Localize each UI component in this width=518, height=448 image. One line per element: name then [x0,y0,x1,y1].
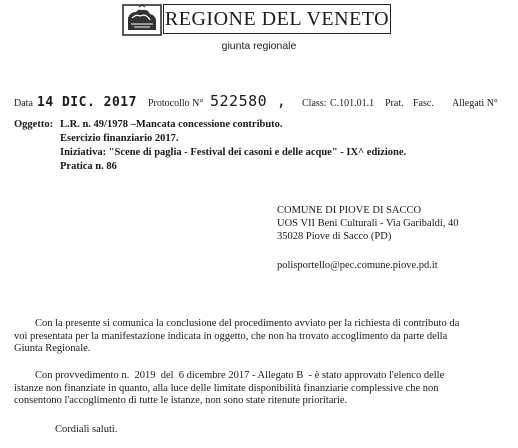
prat-label: Prat. [385,98,404,109]
body-paragraph-2 [14,370,510,408]
subject-line-4: Pratica n. 86 [60,161,117,172]
regione-veneto-lion-logo-icon [122,4,162,36]
body-p2-line-3: consentono l'accoglimento di tutte le istanze, non sono state ritenute prioritarie. [14,395,348,407]
protocol-label: Protocollo N° [148,98,204,109]
subject-line-1: L.R. n. 49/1978 –Mancata concessione contributo. [60,119,283,130]
body-p1-line-3: Giunta Regionale. [14,343,91,355]
protocol-number: 522580 , [210,92,287,110]
recipient-pec: polisportello@pec.comune.piove.pd.it [277,260,438,271]
body-p1-line-1: Con la presente si comunica la conclusione del procedimento avviato per la richiesta di contributo da [14,318,460,329]
recipient-office: UOS VII Beni Culturali - Via Garibaldi, 40 [277,218,459,229]
body-p1-line-2: voi presentata per la manifestazione indicata in oggetto, che non ha trovato accoglimento da parte della [14,330,448,342]
body-p2-line-1: Con provvedimento n. 2019 del 6 dicembre 2017 - Allegato B - è stato approvato l'elenco delle [14,370,445,381]
body-p2-line-2: istanze non finanziate in quanto, alla luce delle limitate disponibilità finanziarie complessive che non [14,382,439,394]
letterhead-title: REGIONE DEL VENETO [163,4,391,34]
body-paragraph-1 [14,318,510,356]
recipient-city: 35028 Piove di Sacco (PD) [277,231,392,242]
subject-label: Oggetto: [14,119,54,130]
date-label: Data [14,98,33,109]
allegati-label: Allegati N° [452,98,498,109]
class-value: C.101.01.1 [330,98,375,109]
class-label: Class: [302,98,327,109]
fasc-label: Fasc. [413,98,434,109]
closing-greeting: Cordiali saluti. [55,424,118,435]
subject-line-3: Iniziativa: "Scene di paglia - Festival dei casoni e delle acque" - IX^ edizione. [60,147,407,158]
recipient-name: COMUNE DI PIOVE DI SACCO [277,205,422,216]
date-stamp: 14 DIC. 2017 [37,95,137,110]
letterhead-subtitle: giunta regionale [221,40,297,52]
subject-line-2: Esercizio finanziario 2017. [60,133,179,144]
